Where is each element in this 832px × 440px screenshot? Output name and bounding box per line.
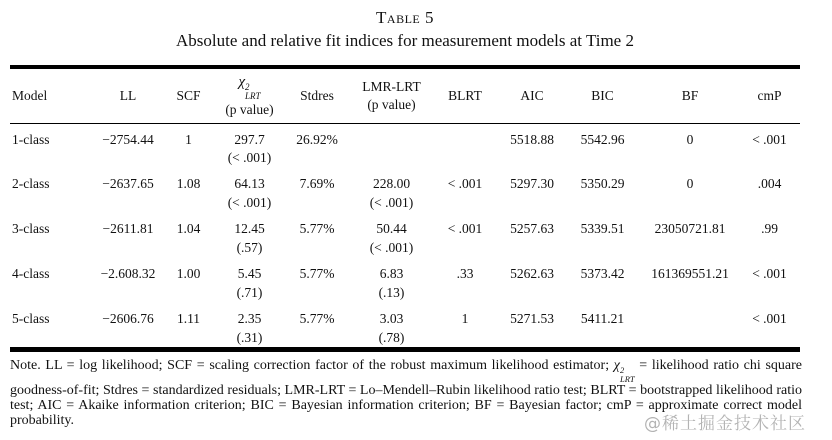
cell-chi2 <box>218 213 281 258</box>
cell-cmp: .99 <box>761 221 778 237</box>
col-stdres: Stdres <box>281 67 353 123</box>
cell-model: 2-class <box>12 176 50 192</box>
cell-scf: 1.04 <box>176 221 201 237</box>
col-cmp: cmP <box>739 67 800 123</box>
col-bf: BF <box>641 67 739 123</box>
col-scf: SCF <box>159 67 218 123</box>
cell-aic: 5297.30 <box>510 176 554 192</box>
col-blrt: BLRT <box>430 67 500 123</box>
cell-aic: 5262.63 <box>510 265 554 281</box>
note-text-1: Note. LL = log likelihood; SCF = scaling correction factor of the robust maximum likelihood estimator; <box>10 358 614 374</box>
cell-blrt: 1 <box>461 310 469 326</box>
cell-stdres: 5.77% <box>299 221 335 237</box>
cell-aic: 5257.63 <box>510 221 554 237</box>
cell-blrt: .33 <box>456 265 474 281</box>
cell-ll: −2611.81 <box>102 221 154 237</box>
cell-cmp: < .001 <box>752 131 787 147</box>
table-header <box>10 67 800 123</box>
cell-bf <box>641 303 739 350</box>
col-ll: LL <box>97 67 159 123</box>
cell-bic: 5350.29 <box>580 176 625 192</box>
col-chi2 <box>218 67 281 123</box>
table-body <box>10 123 800 350</box>
cell-blrt <box>430 123 500 168</box>
table-row <box>10 123 800 168</box>
cell-stdres: 5.77% <box>299 310 335 326</box>
cell-ll: −2.608.32 <box>100 265 156 281</box>
cell-scf: 1.11 <box>176 310 201 326</box>
chi2-value: 297.7 <box>234 131 265 147</box>
table-row <box>10 258 800 303</box>
col-bic: BIC <box>564 67 641 123</box>
cell-lmr <box>353 258 430 303</box>
lmr-pvalue: (.78) <box>378 329 405 345</box>
cell-lmr <box>353 123 430 168</box>
cell-scf: 1.00 <box>176 265 201 281</box>
cell-stdres: 7.69% <box>299 176 335 192</box>
table-row <box>10 168 800 213</box>
note-text-2: = likelihood ratio chi square goodness-of-fit; Stdres = standardized residuals; LMR-LRT = Lo–Mendell–Rubin likelihood ratio test; BLRT = bootstrapped likelihood ratio test; AIC = Akaike information criterion; BIC = Bayesian information criterion; BF = Bayesian factor; cmP = approximate correct model probability. <box>10 358 802 428</box>
chi2-pvalue: (< .001) <box>227 150 272 166</box>
chi-squared-symbol: χ 2 LRT <box>613 358 635 385</box>
col-model: Model <box>10 67 97 123</box>
cell-bic: 5373.42 <box>580 265 625 281</box>
lmr-pvalue: (< .001) <box>369 239 414 255</box>
cell-bic: 5411.21 <box>580 310 625 326</box>
cell-bf: 0 <box>686 176 694 192</box>
cell-chi2 <box>218 123 281 168</box>
cell-bf: 161369551.21 <box>651 265 729 281</box>
cell-cmp: .004 <box>757 176 782 192</box>
lmr-pvalue: (.13) <box>378 284 405 300</box>
table-caption <box>10 8 800 51</box>
cell-model: 4-class <box>12 265 50 281</box>
lmr-value: 3.03 <box>379 310 404 326</box>
fit-indices-table <box>10 65 800 352</box>
lmr-pvalue-label: (p value) <box>367 96 416 112</box>
cell-bf: 23050721.81 <box>654 221 726 237</box>
cell-blrt: < .001 <box>447 176 483 192</box>
cell-stdres: 5.77% <box>299 265 335 281</box>
cell-cmp: < .001 <box>752 310 787 326</box>
cell-bic: 5542.96 <box>580 131 625 147</box>
cell-chi2 <box>218 303 281 350</box>
col-lmr: LMR-LRT (p value) <box>353 67 430 123</box>
header-row <box>10 67 800 123</box>
cell-model: 1-class <box>12 131 50 147</box>
cell-lmr <box>353 303 430 350</box>
table-title: Absolute and relative fit indices for measurement models at Time 2 <box>176 31 634 50</box>
cell-chi2 <box>218 168 281 213</box>
cell-aic: 5271.53 <box>510 310 554 326</box>
cell-aic: 5518.88 <box>510 131 554 147</box>
chi2-value: 64.13 <box>234 176 265 192</box>
cell-model: 3-class <box>12 221 50 237</box>
chi2-pvalue: (.57) <box>236 239 263 255</box>
cell-ll: −2754.44 <box>102 131 154 147</box>
lmr-value: 6.83 <box>379 265 404 281</box>
cell-stdres: 26.92% <box>296 131 338 147</box>
chi2-value: 2.35 <box>237 310 262 326</box>
cell-lmr <box>353 213 430 258</box>
cell-bic: 5339.51 <box>580 221 625 237</box>
lmr-value: 228.00 <box>372 176 411 192</box>
cell-chi2 <box>218 258 281 303</box>
table-number: Table 5 <box>376 8 434 27</box>
chi2-value: 12.45 <box>234 221 265 237</box>
chi2-pvalue: (< .001) <box>227 195 272 211</box>
watermark: @稀土掘金技术社区 <box>644 414 806 434</box>
cell-blrt: < .001 <box>447 221 483 237</box>
table-row <box>10 213 800 258</box>
cell-model: 5-class <box>12 310 50 326</box>
cell-bf: 0 <box>686 131 694 147</box>
cell-lmr <box>353 168 430 213</box>
table-row <box>10 303 800 350</box>
chi2-pvalue: (.71) <box>236 284 263 300</box>
chi2-value: 5.45 <box>237 265 262 281</box>
cell-scf: 1 <box>185 131 192 147</box>
lmr-value: 50.44 <box>376 221 407 237</box>
chi2-symbol: χ 2 LRT <box>238 73 261 101</box>
col-aic: AIC <box>500 67 564 123</box>
cell-scf: 1.08 <box>176 176 201 192</box>
chi2-pvalue: (.31) <box>236 329 263 345</box>
cell-ll: −2637.65 <box>102 176 154 192</box>
cell-cmp: < .001 <box>752 265 787 281</box>
lmr-pvalue: (< .001) <box>369 195 414 211</box>
chi2-pvalue-label: (p value) <box>225 102 274 118</box>
cell-ll: −2606.76 <box>102 310 154 326</box>
